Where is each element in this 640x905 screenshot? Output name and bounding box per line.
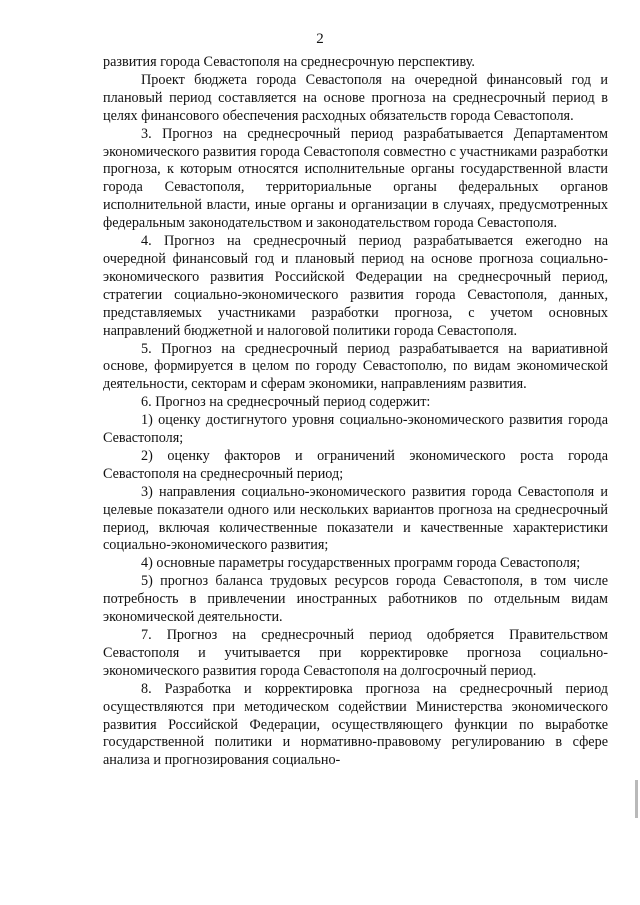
list-item-2: 2) оценку факторов и ограничений экономического роста города Севастополя на среднесрочный период; [103, 447, 608, 482]
paragraph-item-4: 4. Прогноз на среднесрочный период разрабатывается ежегодно на очередной финансовый год и плановый период на основе прогноза социально-экономического развития Российской Федерации на среднесрочный период, стратегии социально-экономического развития города Севастополя, данных, представляемых участниками разработки прогноза, с учетом основных направлений бюджетной и налоговой политики города Севастополя. [103, 233, 608, 339]
paragraph-continuation: развития города Севастополя на среднесрочную перспективу. [103, 54, 475, 70]
list-item-4: 4) основные параметры государственных программ города Севастополя; [141, 555, 581, 572]
scan-edge-mark [635, 780, 638, 818]
paragraph-item-7: 7. Прогноз на среднесрочный период одобряется Правительством Севастополя и учитывается при корректировке прогноза социально-экономического развития города Севастополя на долгосрочный период. [103, 627, 608, 679]
paragraph-budget-project: Проект бюджета города Севастополя на очередной финансовый год и плановый период составляется на основе прогноза на среднесрочный период в целях финансового обеспечения расходных обязательств города Севастополя. [103, 71, 608, 124]
list-item-3: 3) направления социально-экономического развития города Севастополя и целевые показатели одного или нескольких вариантов прогноза на среднесрочный период, включая количественные показатели и качественные характеристики социально-экономического развития; [103, 483, 608, 554]
page-number: 2 [316, 31, 324, 47]
list-item-5: 5) прогноз баланса трудовых ресурсов города Севастополя, в том числе потребность в привлечении иностранных работников по отдельным видам экономической деятельности. [103, 573, 608, 626]
paragraph-item-5: 5. Прогноз на среднесрочный период разрабатывается на вариативной основе, формируется в целом по городу Севастополю, по видам экономической деятельности, секторам и сферам экономики, направлениям развития. [103, 340, 608, 393]
document-body [103, 54, 608, 770]
paragraph-item-3: 3. Прогноз на среднесрочный период разрабатывается Департаментом экономического развития города Севастополя совместно с участниками разработки прогноза, к которым относятся исполнительные органы государственной власти города Севастополя, территориальные органы федеральных органов исполнительной власти, иные органы и организации в случаях, предусмотренных федеральным законодательством и законодательством города Севастополя. [103, 125, 608, 232]
paragraph-item-8: 8. Разработка и корректировка прогноза на среднесрочный период осуществляются при методическом содействии Министерства экономического развития Российской Федерации, осуществляющего функции по выработке государственной политики и нормативно-правовому регулированию в сфере анализа и прогнозирования социально- [103, 680, 608, 769]
paragraph-item-6: 6. Прогноз на среднесрочный период содержит: [141, 394, 431, 411]
list-item-1: 1) оценку достигнутого уровня социально-экономического развития города Севастополя; [103, 412, 608, 447]
